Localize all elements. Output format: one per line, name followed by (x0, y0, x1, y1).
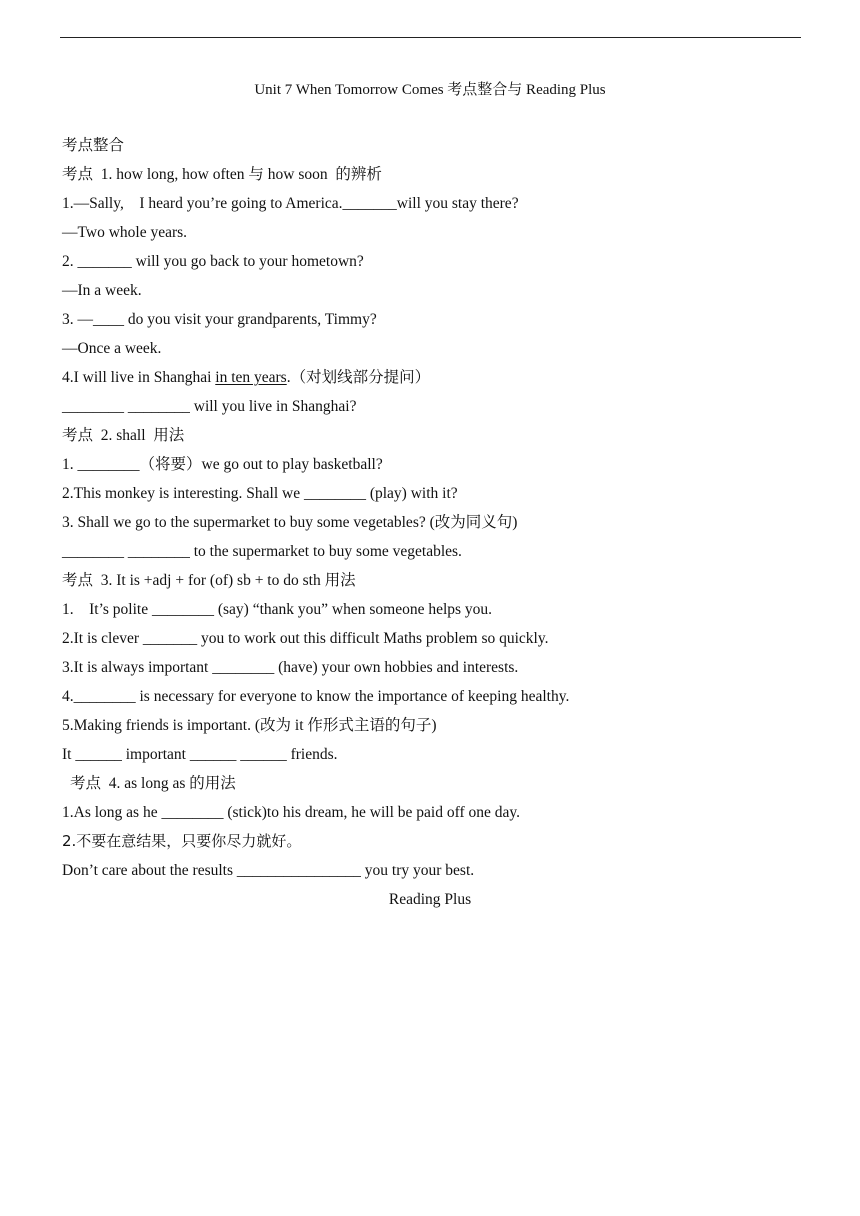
exercise-line (62, 363, 822, 392)
exercise-line: ________ ________ to the supermarket to buy some vegetables. (62, 543, 462, 560)
point-2-heading: 考点 2. shall 用法 (62, 427, 185, 444)
exercise-line: 3. Shall we go to the supermarket to buy some vegetables? (改为同义句) (62, 514, 518, 531)
exercise-line: —Two whole years. (62, 224, 188, 241)
point-3-heading: 考点 3. It is +adj + for (of) sb + to do sth 用法 (62, 572, 356, 589)
section-heading: 考点整合 (62, 137, 125, 154)
exercise-line: 3.It is always important ________ (have) your own hobbies and interests. (62, 659, 519, 676)
exercise-line: 1.—Sally, I heard you’re going to America._______will you stay there? (62, 195, 519, 212)
page-title: Unit 7 When Tomorrow Comes 考点整合与 Reading Plus (254, 82, 606, 98)
line-text: .（对划线部分提问） (286, 369, 431, 386)
exercise-line: 1.As long as he ________ (stick)to his dream, he will be paid off one day. (62, 804, 521, 821)
header-rule (60, 37, 801, 38)
exercise-line: 2.It is clever _______ you to work out this difficult Maths problem so quickly. (62, 630, 549, 647)
reading-plus-heading: Reading Plus (388, 891, 472, 908)
point-4-heading: 考点 4. as long as 的用法 (70, 775, 236, 792)
point-1-heading: 考点 1. how long, how often 与 how soon 的辨析 (62, 166, 382, 183)
exercise-line: 1. It’s polite ________ (say) “thank you” when someone helps you. (62, 601, 493, 618)
exercise-line: 5.Making friends is important. (改为 it 作形式主语的句子) (62, 717, 437, 734)
exercise-line: —In a week. (62, 282, 142, 299)
exercise-line: ________ ________ will you live in Shanghai? (62, 398, 357, 415)
exercise-line: 4.________ is necessary for everyone to know the importance of keeping healthy. (62, 688, 570, 705)
exercise-line: 2.不要在意结果，只要你尽力就好。 (62, 832, 302, 850)
exercise-line: It ______ important ______ ______ friends. (62, 746, 338, 763)
document-body (62, 131, 822, 914)
exercise-line: Don’t care about the results ________________ you try your best. (62, 862, 475, 879)
exercise-line: 2. _______ will you go back to your hometown? (62, 253, 364, 270)
exercise-line: 2.This monkey is interesting. Shall we ________ (play) with it? (62, 485, 458, 502)
exercise-line: —Once a week. (62, 340, 162, 357)
exercise-line: 3. —____ do you visit your grandparents, Timmy? (62, 311, 377, 328)
exercise-line: 1. ________（将要）we go out to play basketball? (62, 456, 383, 473)
underlined-phrase: in ten years (215, 369, 287, 386)
line-text: 4.I will live in Shanghai (62, 369, 216, 386)
